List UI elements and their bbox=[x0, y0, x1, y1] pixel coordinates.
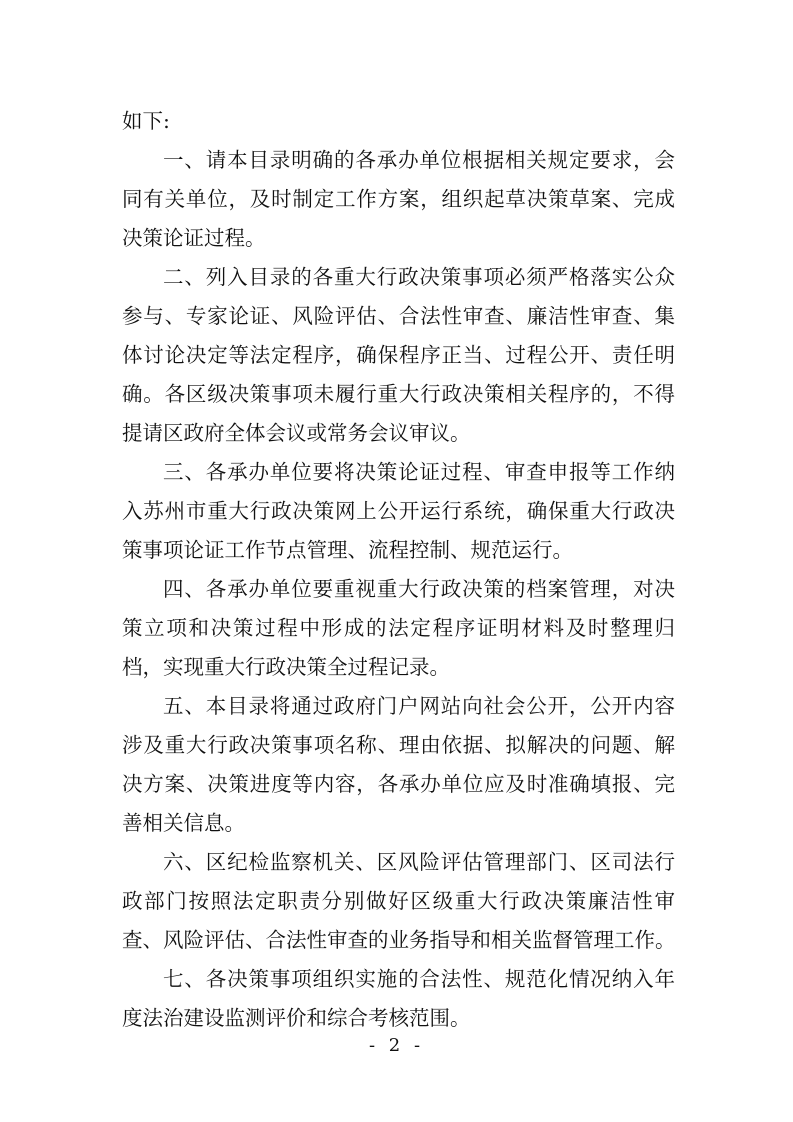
paragraph-intro bbox=[122, 102, 675, 141]
paragraph-item-4 bbox=[122, 570, 675, 687]
text-line: 策立项和决策过程中形成的法定程序证明材料及时整理归 bbox=[122, 616, 675, 640]
document-body bbox=[122, 102, 675, 1038]
text-line: 四、各承办单位要重视重大行政决策的档案管理，对决 bbox=[163, 577, 675, 601]
text-line: 策事项论证工作节点管理、流程控制、规范运行。 bbox=[122, 538, 573, 562]
paragraph-item-7 bbox=[122, 960, 675, 1038]
text-line: 提请区政府全体会议或常务会议审议。 bbox=[122, 421, 471, 445]
text-line: 涉及重大行政决策事项名称、理由依据、拟解决的问题、解 bbox=[122, 733, 675, 757]
page-number: - 2 - bbox=[368, 1035, 425, 1056]
text-line: 查、风险评估、合法性审查的业务指导和相关监督管理工作。 bbox=[122, 928, 676, 952]
text-line: 同有关单位，及时制定工作方案，组织起草决策草案、完成 bbox=[122, 187, 675, 211]
text-line: 度法治建设监测评价和综合考核范围。 bbox=[122, 1006, 471, 1030]
text-line: 参与、专家论证、风险评估、合法性审查、廉洁性审查、集 bbox=[122, 304, 675, 328]
paragraph-item-3 bbox=[122, 453, 675, 570]
text-line: 体讨论决定等法定程序，确保程序正当、过程公开、责任明 bbox=[122, 343, 675, 367]
text-line: 善相关信息。 bbox=[122, 811, 245, 835]
text-line: 七、各决策事项组织实施的合法性、规范化情况纳入年 bbox=[163, 967, 675, 991]
paragraph-item-5 bbox=[122, 687, 675, 843]
text-line: 二、列入目录的各重大行政决策事项必须严格落实公众 bbox=[163, 265, 675, 289]
text-line: 决方案、决策进度等内容，各承办单位应及时准确填报、完 bbox=[122, 772, 675, 796]
paragraph-item-2 bbox=[122, 258, 675, 453]
text-line: 一、请本目录明确的各承办单位根据相关规定要求，会 bbox=[163, 148, 675, 172]
text-line: 入苏州市重大行政决策网上公开运行系统，确保重大行政决 bbox=[122, 499, 675, 523]
paragraph-item-6 bbox=[122, 843, 675, 960]
text-line: 决策论证过程。 bbox=[122, 226, 266, 250]
text-line: 三、各承办单位要将决策论证过程、审查申报等工作纳 bbox=[163, 460, 675, 484]
text-line: 如下: bbox=[122, 109, 170, 133]
text-line: 档，实现重大行政决策全过程记录。 bbox=[122, 655, 450, 679]
paragraph-item-1 bbox=[122, 141, 675, 258]
text-line: 五、本目录将通过政府门户网站向社会公开，公开内容 bbox=[163, 694, 675, 718]
text-line: 政部门按照法定职责分别做好区级重大行政决策廉洁性审 bbox=[122, 889, 675, 913]
text-line: 六、区纪检监察机关、区风险评估管理部门、区司法行 bbox=[163, 850, 675, 874]
text-line: 确。各区级决策事项未履行重大行政决策相关程序的，不得 bbox=[122, 382, 675, 406]
